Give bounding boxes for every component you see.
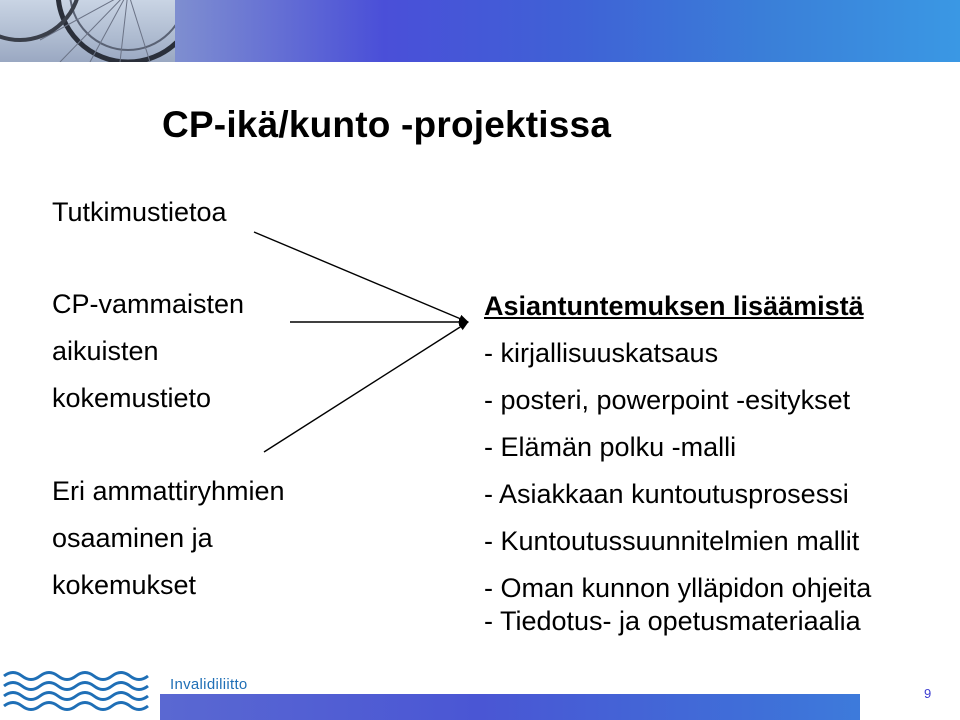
- slide-title: CP-ikä/kunto -projektissa: [162, 104, 612, 145]
- left-line: CP-vammaisten: [52, 289, 245, 319]
- left-item-research: Tutkimustietoa: [52, 197, 227, 227]
- left-line: kokemustieto: [52, 383, 212, 413]
- list-item: - Elämän polku -malli: [484, 432, 737, 462]
- footer-page-area: [860, 694, 960, 720]
- list-item: - Oman kunnon ylläpidon ohjeita: [484, 573, 872, 603]
- list-item: - Asiakkaan kuntoutusprosessi: [484, 479, 849, 509]
- footer-bar: [160, 694, 960, 720]
- left-line: Eri ammattiryhmien: [52, 476, 285, 506]
- footer: [0, 658, 960, 720]
- arrow-line: [254, 232, 468, 322]
- list-item: - Kuntoutussuunnitelmien mallit: [484, 526, 860, 556]
- left-line: aikuisten: [52, 336, 159, 366]
- list-item: - posteri, powerpoint -esitykset: [484, 385, 851, 415]
- waves-logo-icon: [0, 658, 160, 720]
- left-line: kokemukset: [52, 570, 197, 600]
- right-list: [484, 290, 871, 637]
- list-item: - Tiedotus- ja opetusmateriaalia: [484, 606, 861, 636]
- page-number: 9: [924, 686, 932, 701]
- arrow-line: [264, 322, 468, 452]
- left-line: osaaminen ja: [52, 523, 213, 553]
- list-item: - kirjallisuuskatsaus: [484, 338, 719, 368]
- right-heading: Asiantuntemuksen lisäämistä: [484, 291, 864, 321]
- logo-text: Invalidiliitto: [170, 676, 248, 693]
